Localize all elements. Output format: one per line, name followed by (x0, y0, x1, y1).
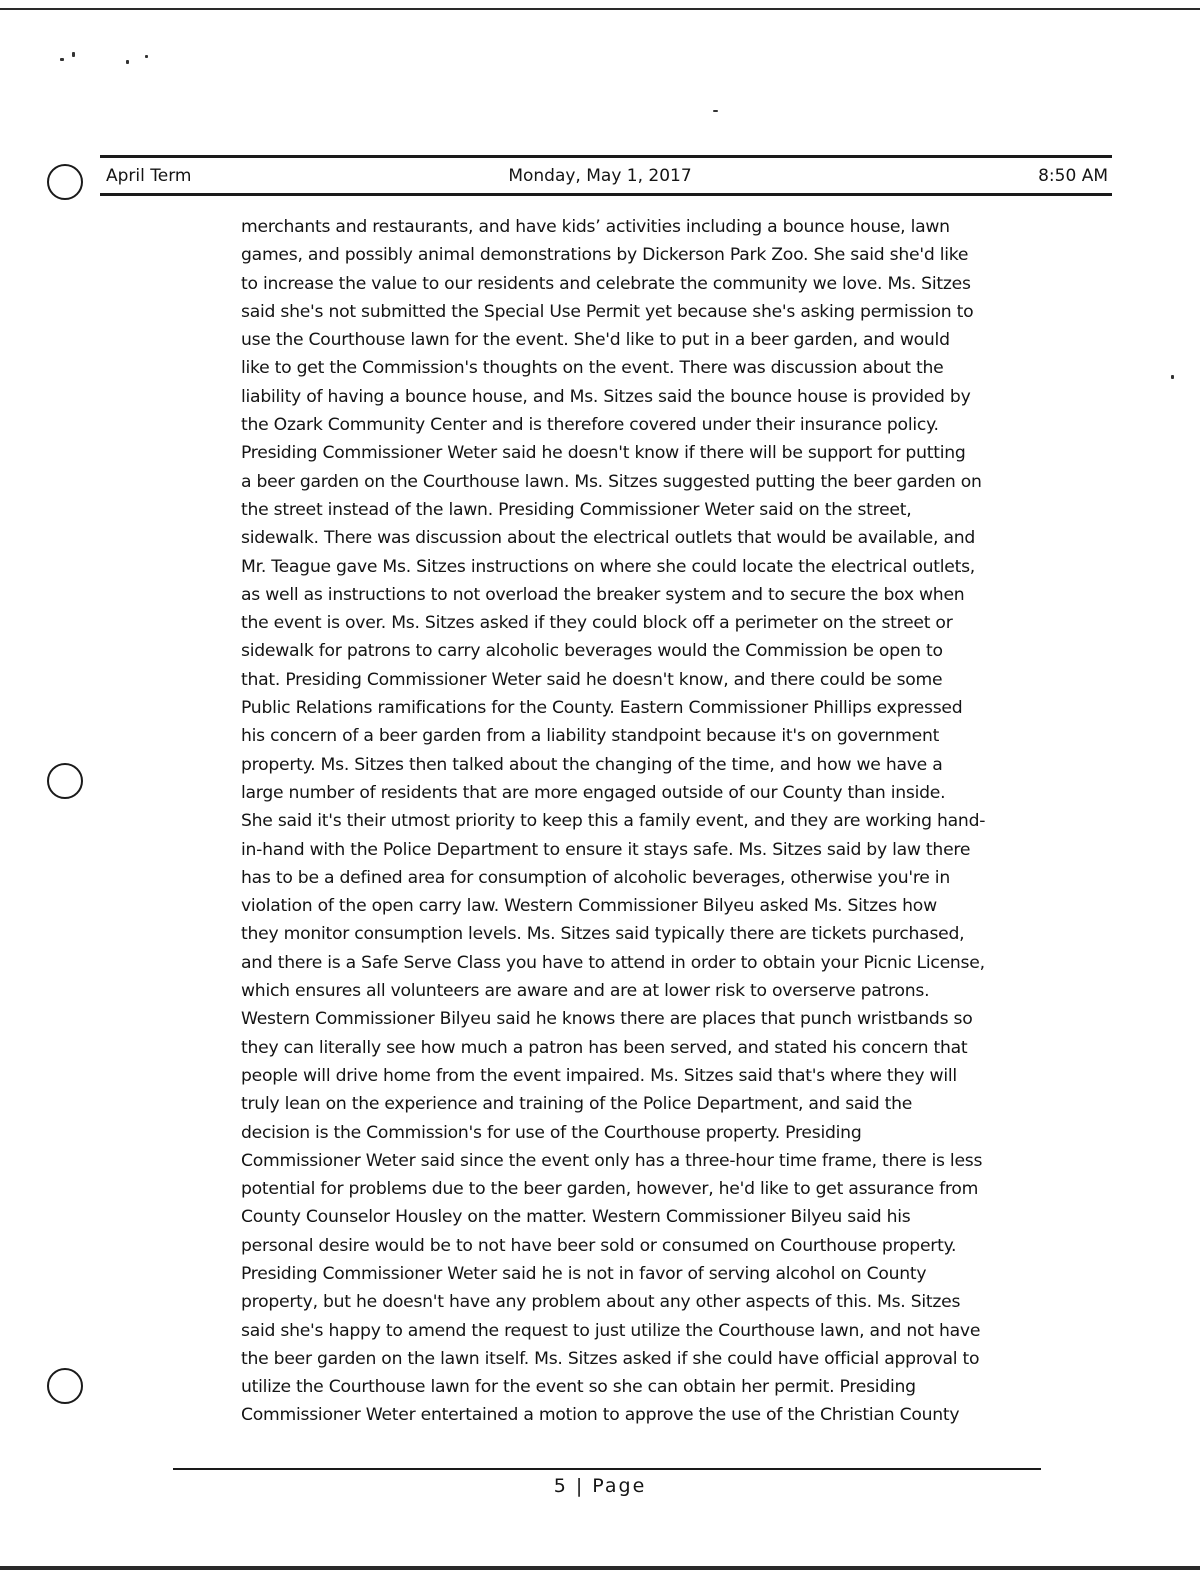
body-line: Western Commissioner Bilyeu said he knows there are places that punch wristbands so (241, 1009, 973, 1030)
scan-speck (713, 110, 718, 112)
body-line: use the Courthouse lawn for the event. She'd like to put in a beer garden, and would (241, 330, 950, 351)
body-line: they monitor consumption levels. Ms. Sitzes said typically there are tickets purchased, (241, 924, 965, 945)
body-line: the Ozark Community Center and is therefore covered under their insurance policy. (241, 415, 939, 436)
punch-hole-middle (47, 763, 83, 799)
body-line: merchants and restaurants, and have kids’ activities including a bounce house, lawn (241, 217, 950, 237)
scan-speck (60, 58, 64, 61)
scan-speck (1171, 375, 1174, 379)
scan-bottom-edge (0, 1566, 1200, 1570)
body-line: the beer garden on the lawn itself. Ms. Sitzes asked if she could have official approval to (241, 1348, 980, 1369)
body-line: people will drive home from the event impaired. Ms. Sitzes said that's where they will (241, 1065, 957, 1086)
body-line: truly lean on the experience and training of the Police Department, and said the (241, 1094, 913, 1115)
body-line: they can literally see how much a patron has been served, and stated his concern that (241, 1037, 968, 1058)
body-line: property. Ms. Sitzes then talked about the changing of the time, and how we have a (241, 754, 943, 775)
body-line: County Counselor Housley on the matter. Western Commissioner Bilyeu said his (241, 1207, 911, 1228)
body-line: like to get the Commission's thoughts on the event. There was discussion about the (241, 358, 944, 379)
body-line: utilize the Courthouse lawn for the event so she can obtain her permit. Presiding (241, 1377, 916, 1398)
body-line: large number of residents that are more engaged outside of our County than inside. (241, 782, 946, 803)
body-line: personal desire would be to not have beer sold or consumed on Courthouse property. (241, 1235, 957, 1256)
body-line: the event is over. Ms. Sitzes asked if they could block off a perimeter on the street or (241, 613, 953, 634)
body-line: to increase the value to our residents and celebrate the community we love. Ms. Sitzes (241, 273, 971, 294)
body-line: sidewalk for patrons to carry alcoholic beverages would the Commission be open to (241, 641, 943, 662)
body-line: that. Presiding Commissioner Weter said he doesn't know, and there could be some (241, 669, 943, 690)
footer-rule (173, 1468, 1041, 1470)
body-line: She said it's their utmost priority to keep this a family event, and they are working hand- (241, 811, 986, 832)
body-line: Presiding Commissioner Weter said he is not in favor of serving alcohol on County (241, 1263, 927, 1284)
body-line: liability of having a bounce house, and Ms. Sitzes said the bounce house is provided by (241, 386, 971, 407)
body-line: games, and possibly animal demonstrations by Dickerson Park Zoo. She said she'd like (241, 245, 969, 266)
header-date: Monday, May 1, 2017 (508, 166, 692, 186)
header-rule-top (100, 155, 1112, 158)
body-line: decision is the Commission's for use of the Courthouse property. Presiding (241, 1122, 862, 1143)
scan-speck (72, 52, 75, 57)
scan-speck (145, 55, 148, 58)
body-line: a beer garden on the Courthouse lawn. Ms. Sitzes suggested putting the beer garden on (241, 471, 982, 492)
scan-top-edge (0, 8, 1200, 10)
body-line: Public Relations ramifications for the County. Eastern Commissioner Phillips expressed (241, 698, 963, 719)
body-line: in-hand with the Police Department to ensure it stays safe. Ms. Sitzes said by law there (241, 839, 971, 860)
body-line: said she's happy to amend the request to just utilize the Courthouse lawn, and not have (241, 1320, 981, 1341)
body-line: violation of the open carry law. Western Commissioner Bilyeu asked Ms. Sitzes how (241, 896, 937, 917)
punch-hole-top (47, 164, 83, 200)
body-line: Mr. Teague gave Ms. Sitzes instructions on where she could locate the electrical outlets, (241, 556, 975, 577)
body-line: his concern of a beer garden from a liability standpoint because it's on government (241, 726, 940, 747)
header-time: 8:50 AM (1038, 166, 1108, 186)
body-line: sidewalk. There was discussion about the electrical outlets that would be available, and (241, 528, 976, 549)
body-line: potential for problems due to the beer garden, however, he'd like to get assurance from (241, 1179, 979, 1200)
body-line: Presiding Commissioner Weter said he doesn't know if there will be support for putting (241, 443, 966, 464)
body-line: and there is a Safe Serve Class you have to attend in order to obtain your Picnic License, (241, 952, 985, 973)
body-line: Commissioner Weter entertained a motion to approve the use of the Christian County (241, 1405, 960, 1426)
punch-hole-bottom (47, 1368, 83, 1404)
body-line: property, but he doesn't have any problem about any other aspects of this. Ms. Sitzes (241, 1292, 961, 1313)
body-line: as well as instructions to not overload the breaker system and to secure the box when (241, 584, 965, 605)
body-line: which ensures all volunteers are aware and are at lower risk to overserve patrons. (241, 981, 930, 1002)
header-rule-bottom (100, 193, 1112, 196)
body-line: said she's not submitted the Special Use Permit yet because she's asking permission to (241, 301, 974, 322)
header-term: April Term (106, 166, 192, 186)
minutes-body-text (241, 213, 1041, 1430)
body-line: the street instead of the lawn. Presiding Commissioner Weter said on the street, (241, 499, 912, 520)
body-line: Commissioner Weter said since the event only has a three-hour time frame, there is less (241, 1150, 983, 1171)
body-line: has to be a defined area for consumption of alcoholic beverages, otherwise you're in (241, 867, 950, 888)
page-number: 5 | Page (553, 1475, 647, 1497)
scan-speck (126, 60, 129, 64)
